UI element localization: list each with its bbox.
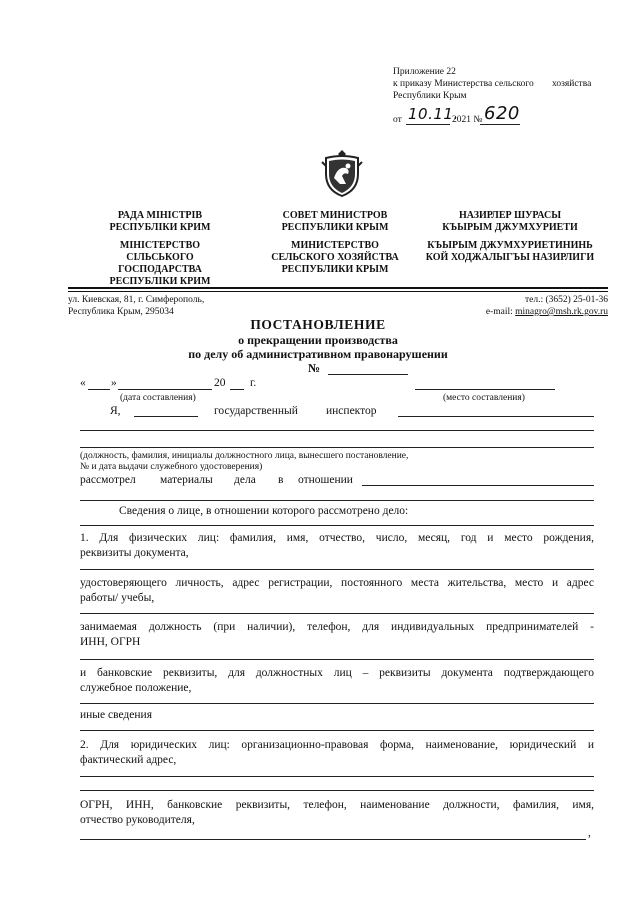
p4b-text: служебное положение, — [80, 682, 192, 694]
reviewed-line-2[interactable] — [80, 500, 594, 501]
p1b-text: реквизиты документа, — [80, 547, 189, 559]
p1-text: 1. Для физических лиц: фамилия, имя, отчество, число, месяц, год и место рождения, — [80, 532, 594, 544]
date-underline — [406, 124, 450, 125]
header-col2-bottom — [255, 240, 415, 276]
in-word: в — [278, 474, 284, 486]
address-left-line1: ул. Киевская, 81, г. Симферополь, — [68, 295, 205, 305]
p7b-text: отчество руководителя, — [80, 814, 195, 826]
person-info-heading: Сведения о лице, в отношении которого рассмотрено дело: — [119, 505, 409, 517]
regarding-word: отношении — [298, 474, 353, 486]
document-subtitle-2: по делу об административном правонарушении — [188, 347, 448, 361]
p5-field[interactable] — [80, 730, 594, 731]
appendix-line3: Республики Крым — [393, 91, 467, 101]
p3b-text: ИНН, ОГРН — [80, 636, 141, 648]
day-field[interactable] — [88, 389, 110, 390]
p4-text: и банковские реквизиты, для должностных лиц – реквизиты документа подтверждающего — [80, 667, 594, 679]
header-col1-top — [90, 210, 230, 234]
header-col1-bottom-line1: МІНІСТЕРСТВО — [119, 240, 201, 251]
position-line-2[interactable] — [80, 447, 594, 448]
crimea-emblem-icon — [320, 148, 364, 198]
header-col1-bottom — [90, 240, 230, 288]
appendix-line2b: хозяйства — [552, 79, 592, 89]
header-col3-bottom-line1: КЪЫРЫМ ДЖУМХУРИЕТИНИНЬ — [427, 240, 593, 251]
date-open-quote: « — [80, 377, 86, 389]
header-col3-bottom-line2: КОЙ ХОДЖАЛЫГЪЫ НАЗИРЛИГИ — [425, 252, 595, 263]
email-label: e-mail: — [485, 307, 516, 317]
header-col3-top-line2: КЪЫРЫМ ДЖУМХУРИЕТИ — [442, 222, 578, 233]
p6-field-2[interactable] — [80, 790, 594, 791]
place-field[interactable] — [415, 389, 555, 390]
p4-field[interactable] — [80, 703, 594, 704]
appendix-number-handwritten: 620 — [484, 103, 520, 124]
inspector-word: инспектор — [326, 405, 377, 417]
year-field[interactable] — [230, 389, 244, 390]
position-caption-1: (должность, фамилия, инициалы должностного лица, вынесшего постановление, — [80, 451, 409, 461]
case-word: дела — [234, 474, 256, 486]
p3-field[interactable] — [80, 659, 594, 660]
p2-field[interactable] — [80, 613, 594, 614]
date-close-quote: » — [111, 377, 117, 389]
inspector-prefix-field[interactable] — [134, 416, 198, 417]
address-phone: тел.: (3652) 25-01-36 — [524, 295, 608, 305]
p1-field[interactable] — [80, 569, 594, 570]
header-col2-top — [265, 210, 405, 234]
document-title: ПОСТАНОВЛЕНИЕ — [250, 317, 386, 332]
date-caption: (дата составления) — [120, 393, 196, 403]
year-suffix: г. — [250, 377, 257, 389]
header-col2-top-line2: РЕСПУБЛИКИ КРЫМ — [281, 222, 389, 233]
p7-text: ОГРН, ИНН, банковские реквизиты, телефон, наименование должности, фамилия, имя, — [80, 799, 594, 811]
header-col1-bottom-line4: РЕСПУБЛІКИ КРИМ — [109, 276, 211, 287]
appendix-date-handwritten: 10.11. — [408, 105, 459, 123]
header-col1-bottom-line3: ГОСПОДАРСТВА — [118, 264, 202, 275]
end-comma: , — [588, 827, 591, 839]
header-col3-bottom — [418, 240, 602, 264]
inspector-name-field[interactable] — [398, 416, 594, 417]
p5-text: иные сведения — [80, 709, 152, 721]
document-number-label: № — [308, 361, 321, 375]
header-col3-top — [425, 210, 595, 234]
materials-word: материалы — [160, 474, 213, 486]
p2b-text: работы/ учебы, — [80, 592, 155, 604]
header-col2-bottom-line3: РЕСПУБЛИКИ КРЫМ — [281, 264, 389, 275]
place-caption: (место составления) — [443, 393, 525, 403]
p6b-text: фактический адрес, — [80, 754, 177, 766]
address-left-line2: Республика Крым, 295034 — [68, 307, 174, 317]
state-word: государственный — [214, 405, 298, 417]
document-number-field[interactable] — [328, 374, 408, 375]
email-link[interactable]: minagro@msh.rk.gov.ru — [515, 307, 608, 317]
number-underline — [480, 124, 520, 125]
year-prefix: 20 — [214, 377, 226, 389]
p6-text: 2. Для юридических лиц: организационно-правовая форма, наименование, юридический и — [80, 739, 594, 751]
p6-field-1[interactable] — [80, 776, 594, 777]
position-caption-2: № и дата выдачи служебного удостоверения) — [80, 462, 263, 472]
p3-text: занимаемая должность (при наличии), телефон, для индивидуальных предпринимателей - — [80, 621, 594, 633]
reviewed-field[interactable] — [362, 485, 594, 486]
reviewed-word: рассмотрел — [80, 474, 136, 486]
appendix-line2a: к приказу Министерства сельского — [393, 79, 534, 89]
header-col1-bottom-line2: СІЛЬСЬКОГО — [126, 252, 194, 263]
position-line-1[interactable] — [80, 430, 594, 431]
month-field[interactable] — [118, 389, 212, 390]
p2-text: удостоверяющего личность, адрес регистрации, постоянного места жительства, место и адрес — [80, 577, 594, 589]
header-divider-thin — [68, 291, 608, 292]
document-subtitle-1: о прекращении производства — [238, 333, 398, 347]
header-col1-top-line1: РАДА МІНІСТРІВ — [117, 210, 203, 221]
header-col1-top-line2: РЕСПУБЛІКИ КРИМ — [109, 222, 211, 233]
i-word: Я, — [110, 405, 121, 417]
header-divider-thick — [68, 287, 608, 289]
header-col2-bottom-line2: СЕЛЬСКОГО ХОЗЯЙСТВА — [271, 252, 399, 263]
appendix-year: 2021 № — [452, 115, 483, 125]
person-line-1[interactable] — [80, 525, 594, 526]
appendix-line1: Приложение 22 — [393, 67, 456, 77]
header-col2-bottom-line1: МИНИСТЕРСТВО — [291, 240, 379, 251]
header-col3-top-line1: НАЗИРЛЕР ШУРАСЫ — [458, 210, 562, 221]
appendix-date-prefix: от — [393, 115, 402, 125]
header-col2-top-line1: СОВЕТ МИНИСТРОВ — [282, 210, 388, 221]
p7-field[interactable] — [80, 839, 586, 840]
